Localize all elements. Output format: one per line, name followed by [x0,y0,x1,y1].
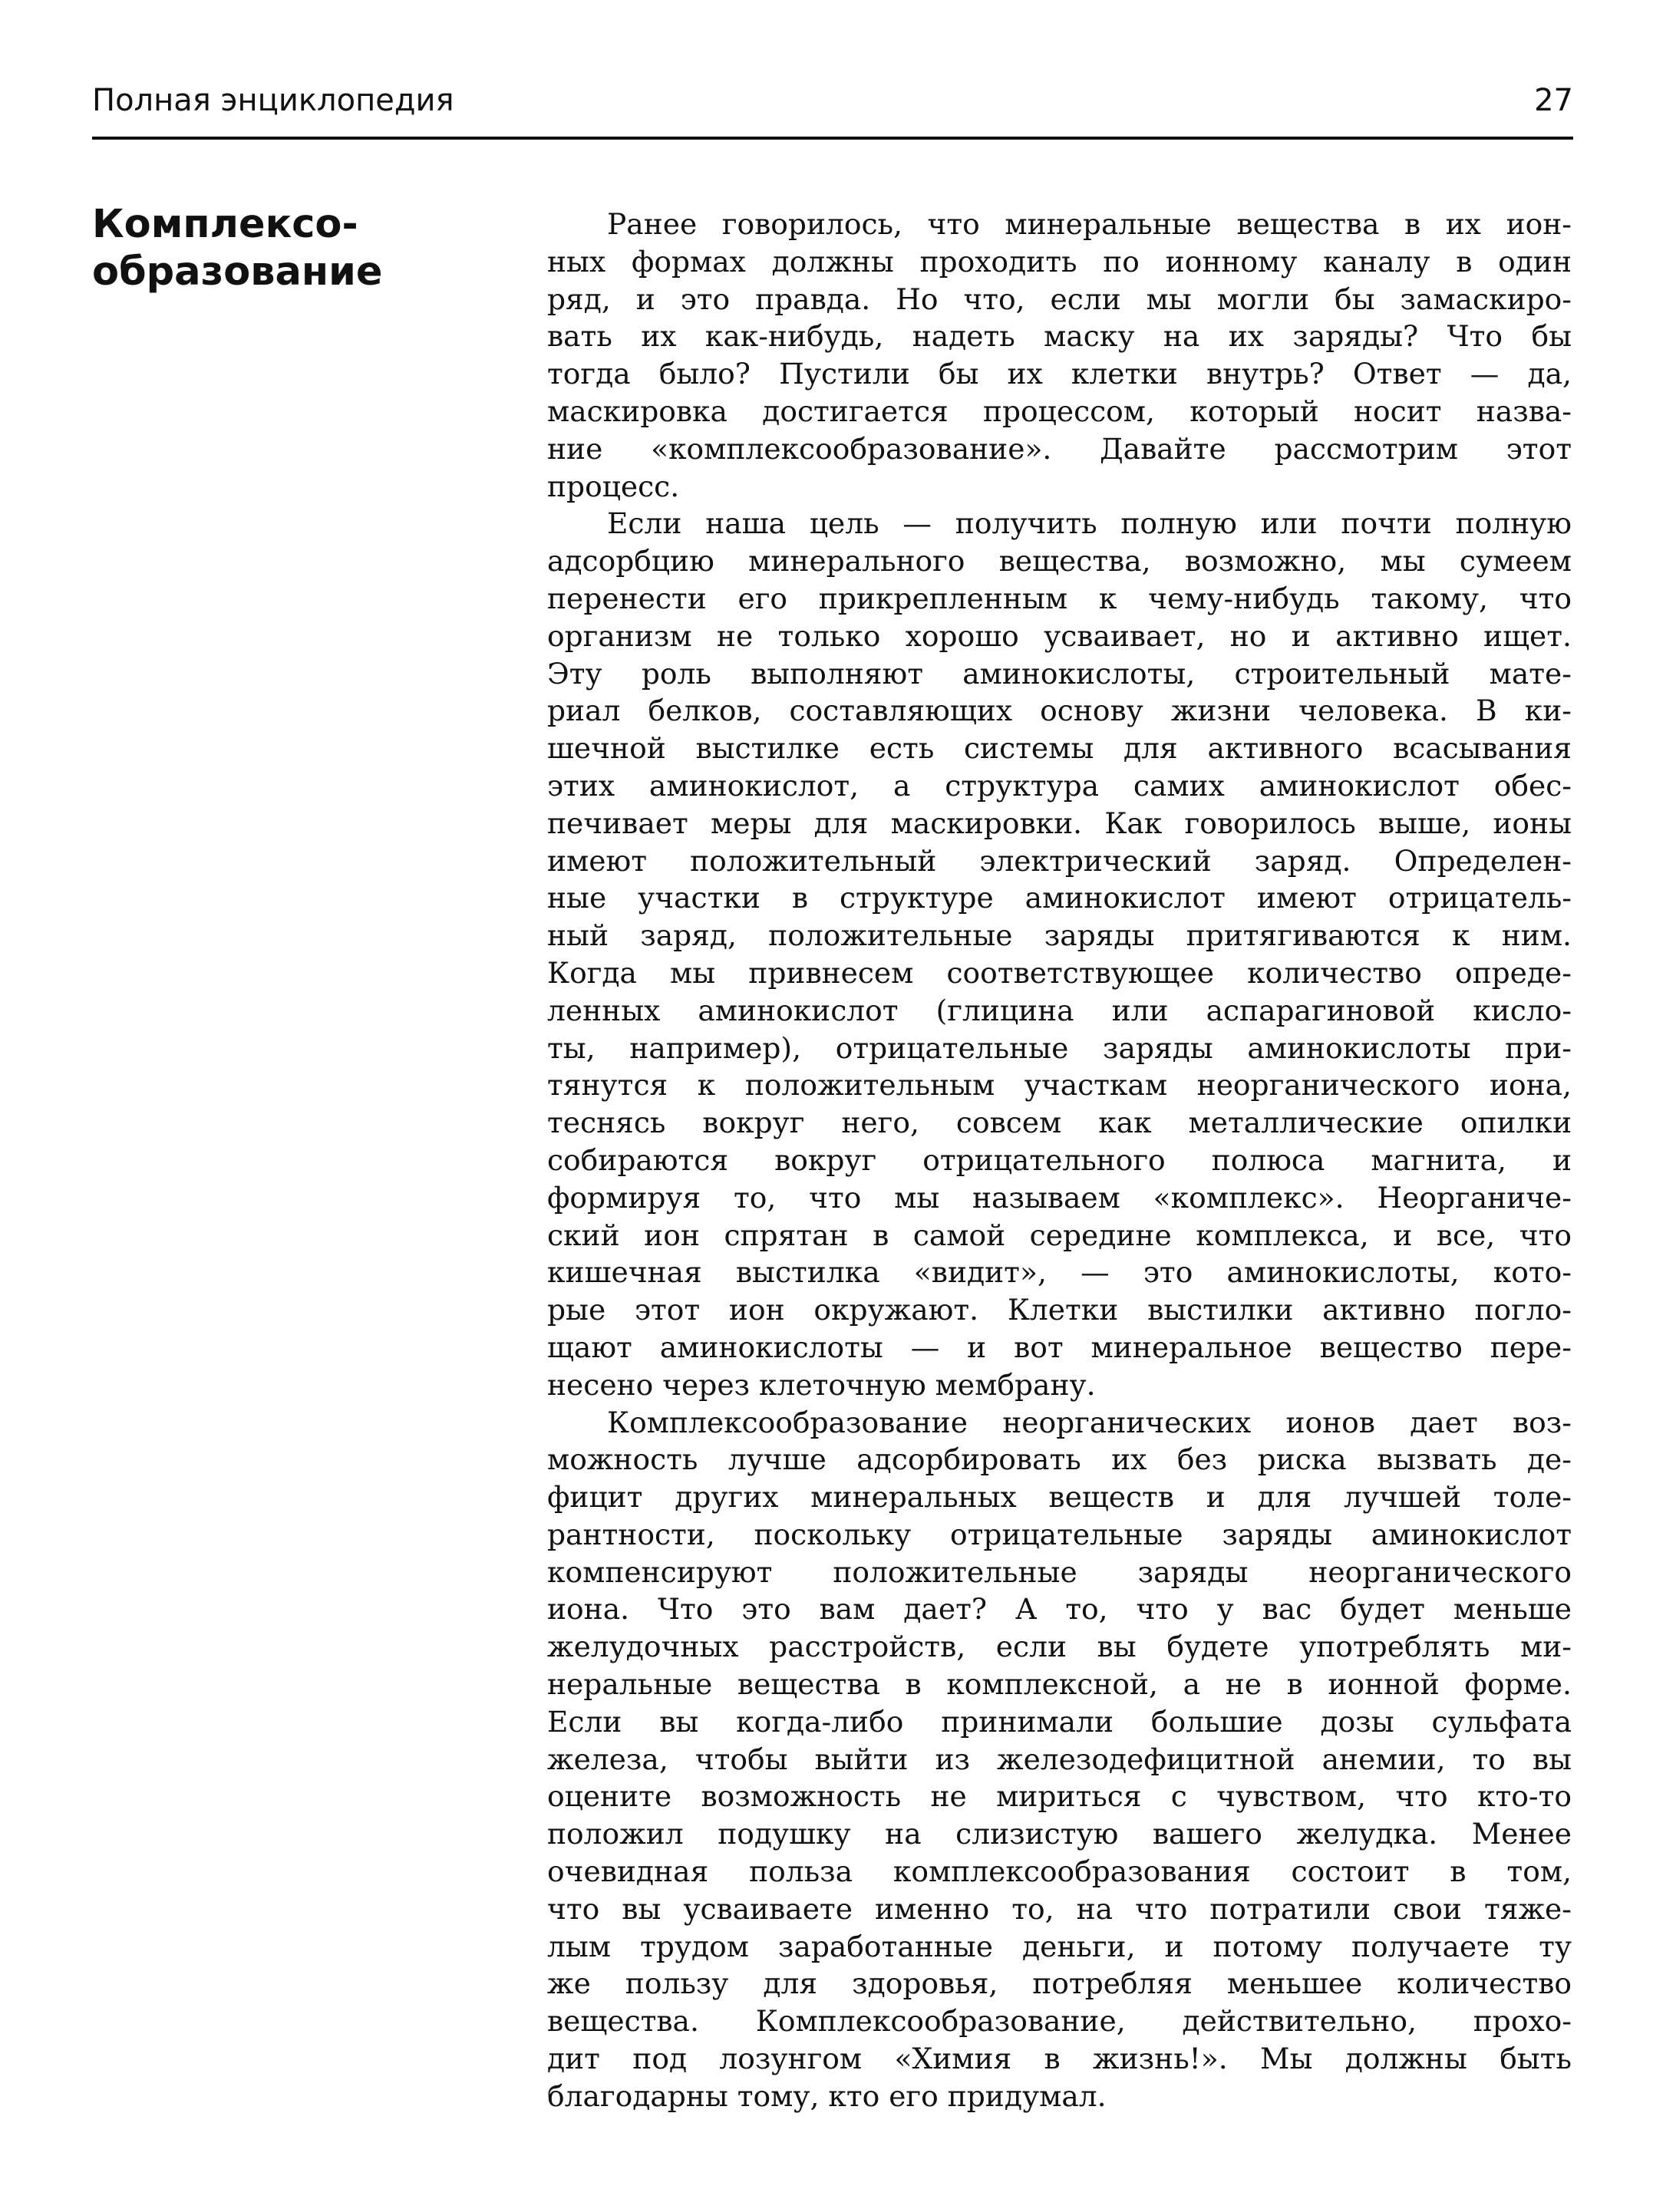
paragraph-line: вать их как-нибудь, надеть маску на их заряды? Что бы [547,319,1572,354]
paragraph-line: ние «комплексообразование». Давайте рассмотрим этот [547,431,1572,466]
running-head [92,83,1573,129]
paragraph-line: оцените возможность не мириться с чувством, что кто-то [547,1779,1572,1814]
running-head-title: Полная энциклопедия [92,83,454,118]
paragraph-line: ные участки в структуре аминокислот имеют отрицатель- [547,881,1572,915]
paragraph-line: процесс. [547,469,680,503]
section-title [92,201,491,296]
paragraph-line: этих аминокислот, а структура самих аминокислот обес- [547,768,1572,803]
paragraph-line: можность лучше адсорбировать их без риска вызвать де- [547,1442,1572,1477]
paragraph-line: Когда мы привнесем соответствующее количество опреде- [547,955,1572,990]
body-text [547,206,1572,2115]
paragraph-line: компенсируют положительные заряды неорганического [547,1554,1572,1589]
paragraph-line: рантности, поскольку отрицательные заряды аминокислот [547,1517,1572,1551]
paragraph-line: формируя то, что мы называем «комплекс». Неорганиче- [547,1180,1572,1215]
paragraph-line: перенести его прикрепленным к чему-нибудь такому, что [547,581,1572,615]
paragraph-line: кишечная выстилка «видит», — это аминокислоты, кото- [547,1255,1572,1290]
paragraph-line: организм не только хорошо усваивает, но и активно ищет. [547,618,1572,653]
page-number: 27 [1534,83,1573,118]
paragraph-line: маскировка достигается процессом, который носит назва- [547,394,1572,428]
paragraph-line: шечной выстилке есть системы для активного всасывания [547,731,1572,766]
paragraph-line: неральные вещества в комплексной, а не в ионной форме. [547,1667,1572,1702]
paragraph-line: Если наша цель — получить полную или почти полную [607,506,1572,541]
paragraph-line: теснясь вокруг него, совсем как металлические опилки [547,1106,1572,1140]
section-title-line: образование [92,249,383,295]
paragraph-line: иона. Что это вам дает? А то, что у вас будет меньше [547,1592,1572,1627]
paragraph-line: адсорбцию минерального вещества, возможно, мы сумеем [547,544,1572,579]
paragraph-line: положил подушку на слизистую вашего желудка. Менее [547,1817,1572,1851]
paragraph-line: тянутся к положительным участкам неорганического иона, [547,1068,1572,1103]
paragraph-line: же пользу для здоровья, потребляя меньшее количество [547,1966,1572,2001]
paragraph-line: ский ион спрятан в самой середине комплекса, и все, что [547,1218,1572,1252]
paragraph-line: щают аминокислоты — и вот минеральное вещество пере- [547,1330,1572,1364]
paragraph-line: рые этот ион окружают. Клетки выстилки активно погло- [547,1293,1572,1327]
paragraph-line: печивает меры для маскировки. Как говорилось выше, ионы [547,806,1572,840]
paragraph-line: Комплексообразование неорганических ионов дает воз- [607,1405,1572,1439]
paragraph-line: ряд, и это правда. Но что, если мы могли бы замаскиро- [547,282,1572,316]
paragraph-line: ленных аминокислот (глицина или аспарагиновой кисло- [547,993,1572,1027]
paragraph-line: Если вы когда-либо принимали большие дозы сульфата [547,1704,1572,1739]
paragraph-line: ты, например), отрицательные заряды аминокислоты при- [547,1030,1572,1065]
paragraph-line: вещества. Комплексообразование, действительно, прохо- [547,2004,1572,2039]
paragraph-line: желудочных расстройств, если вы будете употреблять ми- [547,1630,1572,1664]
paragraph-line: ных формах должны проходить по ионному каналу в один [547,244,1572,279]
paragraph-line: риал белков, составляющих основу жизни человека. В ки- [547,694,1572,728]
paragraph-line: что вы усваиваете именно то, на что потратили свои тяже- [547,1891,1572,1926]
paragraph-line: Ранее говорилось, что минеральные вещества в их ион- [607,207,1572,241]
section-title-line: Комплексо- [92,202,358,247]
paragraph-line: тогда было? Пустили бы их клетки внутрь? Ответ — да, [547,357,1572,391]
paragraph-line: ный заряд, положительные заряды притягиваются к ним. [547,918,1572,953]
paragraph-line: Эту роль выполняют аминокислоты, строительный мате- [547,656,1572,691]
paragraph-line: дит под лозунгом «Химия в жизнь!». Мы должны быть [547,2042,1572,2076]
paragraph-line: имеют положительный электрический заряд. Определен- [547,843,1572,878]
paragraph-line: несено через клеточную мембрану. [547,1367,1096,1402]
paragraph-line: железа, чтобы выйти из железодефицитной анемии, то вы [547,1742,1572,1776]
paragraph-line: фицит других минеральных веществ и для лучшей толе- [547,1480,1572,1515]
paragraph-line: благодарны тому, кто его придумал. [547,2078,1107,2113]
paragraph-line: очевидная польза комплексообразования состоит в том, [547,1854,1572,1889]
paragraph-line: лым трудом заработанные деньги, и потому получаете ту [547,1929,1572,1963]
header-rule [92,137,1573,140]
paragraph-line: собираются вокруг отрицательного полюса магнита, и [547,1142,1572,1177]
